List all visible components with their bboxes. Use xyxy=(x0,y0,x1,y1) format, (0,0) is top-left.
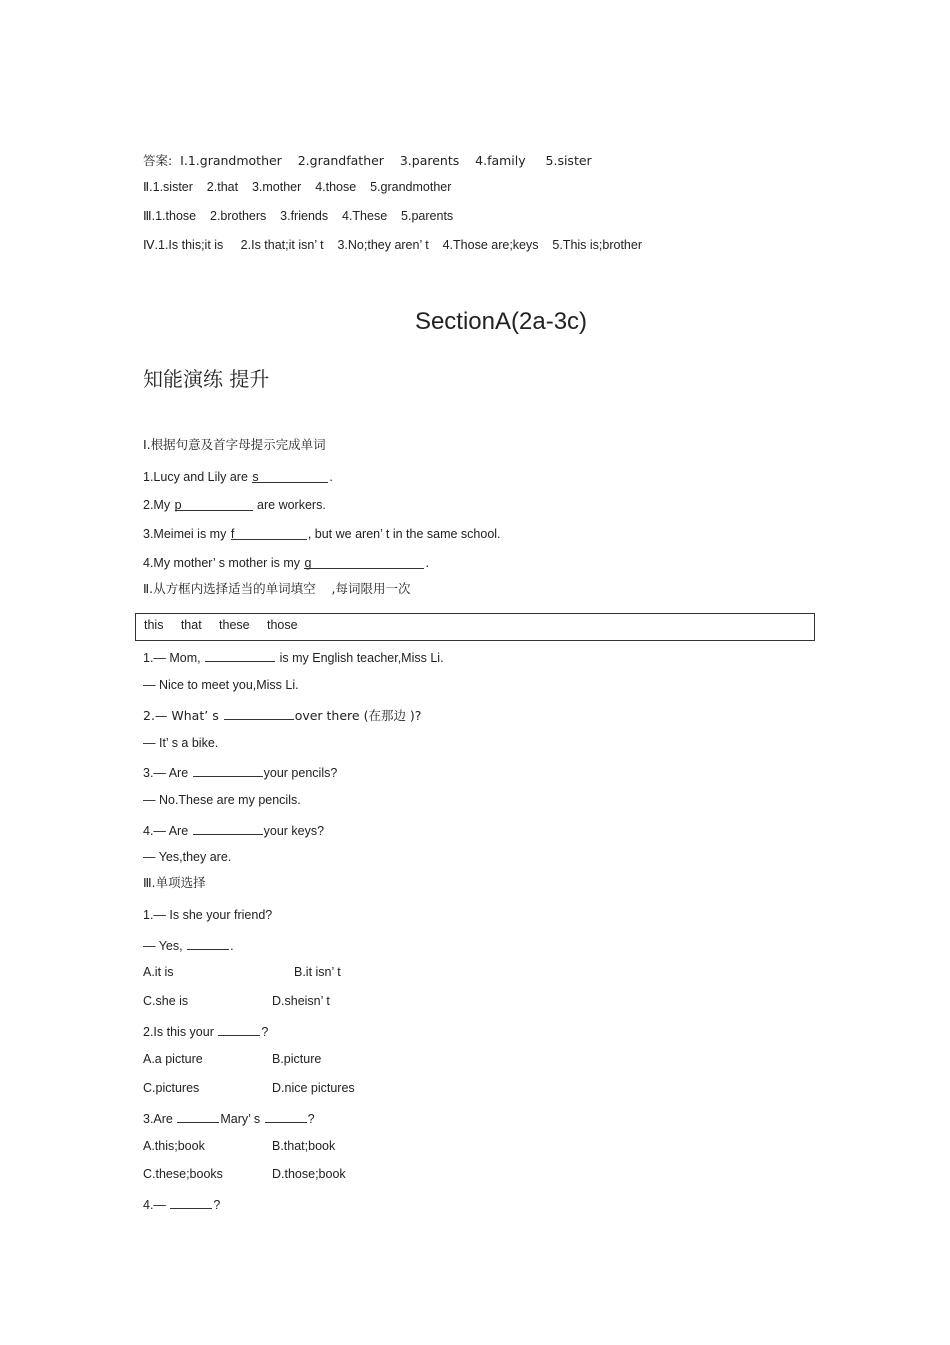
answer-blank[interactable] xyxy=(175,497,253,511)
option-c[interactable]: C.she is xyxy=(143,994,189,1008)
answer-blank[interactable] xyxy=(205,648,275,662)
option-d[interactable]: D.sheisn’ t xyxy=(272,994,330,1008)
q-text: over there (在那边 )? xyxy=(294,708,422,723)
part3-question-3 xyxy=(143,1109,315,1127)
answers-line-2: Ⅱ.1.sister 2.that 3.mother 4.those 5.grandmother xyxy=(143,180,452,194)
part3-question-2 xyxy=(143,1022,268,1040)
option-b[interactable]: B.that;book xyxy=(272,1139,336,1153)
answer-blank[interactable] xyxy=(252,469,328,483)
part3-heading: Ⅲ.单项选择 xyxy=(143,875,206,890)
word-box-text: this that these those xyxy=(144,618,298,632)
part2-question-1b: — Nice to meet you,Miss Li. xyxy=(143,678,299,692)
part1-heading: Ⅰ.根据句意及首字母提示完成单词 xyxy=(143,437,326,452)
answers-label: 答案: xyxy=(143,153,173,168)
answer-blank[interactable] xyxy=(193,821,263,835)
part2-question-4b: — Yes,they are. xyxy=(143,850,232,864)
q-text: Mary’ s xyxy=(220,1112,264,1126)
part2-question-2a xyxy=(143,706,421,724)
answers-line-4: Ⅳ.1.Is this;it is 2.Is that;it isn’ t 3.No;they aren’ t 4.Those are;keys 5.This is;brother xyxy=(143,238,642,252)
hint-letter: s xyxy=(252,470,259,484)
q-text: ? xyxy=(307,1112,315,1126)
part3-question-1b xyxy=(143,936,234,954)
hint-letter: g xyxy=(304,556,312,570)
part2-question-3b: — No.These are my pencils. xyxy=(143,793,301,807)
part2-question-3a xyxy=(143,763,337,781)
section-title: SectionA(2a-3c) xyxy=(414,308,588,335)
answers-line-3: Ⅲ.1.those 2.brothers 3.friends 4.These 5.parents xyxy=(143,209,454,223)
q-text: your pencils? xyxy=(263,766,338,780)
q-text: your keys? xyxy=(263,824,325,838)
hint-letter: f xyxy=(230,527,235,541)
q-text: — Yes, xyxy=(143,939,187,953)
q-text: 2.— What’ s xyxy=(143,708,223,723)
word-box xyxy=(135,613,815,641)
q-text: . xyxy=(329,470,333,484)
q-text: . xyxy=(425,556,429,570)
answer-blank[interactable] xyxy=(170,1195,212,1209)
q-text: 2.Is this your xyxy=(143,1025,218,1039)
answers-part1: Ⅰ.1.grandmother 2.grandfather 3.parents 4.family 5.sister xyxy=(180,153,592,168)
q-text: 4.— xyxy=(143,1198,170,1212)
q-text: ? xyxy=(213,1198,221,1212)
section-subtitle: 知能演练 提升 xyxy=(143,367,270,391)
option-c[interactable]: C.these;books xyxy=(143,1167,223,1181)
option-d[interactable]: D.those;book xyxy=(272,1167,346,1181)
part1-question-1 xyxy=(143,469,333,485)
hint-letter: p xyxy=(174,498,182,512)
option-a[interactable]: A.a picture xyxy=(143,1052,203,1066)
part2-question-4a xyxy=(143,821,324,839)
q-text: , but we aren’ t in the same school. xyxy=(307,527,501,541)
q-text: 1.— Mom, xyxy=(143,651,205,665)
q-text: 3.Meimei is my xyxy=(143,527,230,541)
answer-blank[interactable] xyxy=(177,1109,219,1123)
part3-question-4 xyxy=(143,1195,220,1213)
q-text: is my English teacher,Miss Li. xyxy=(276,651,444,665)
q-text: . xyxy=(230,939,234,953)
q-text: 1.Lucy and Lily are xyxy=(143,470,252,484)
option-b[interactable]: B.picture xyxy=(272,1052,322,1066)
part1-question-4 xyxy=(143,555,429,571)
part2-heading: Ⅱ.从方框内选择适当的单词填空 ,每词限用一次 xyxy=(143,581,411,596)
option-b[interactable]: B.it isn’ t xyxy=(294,965,341,979)
option-d[interactable]: D.nice pictures xyxy=(272,1081,355,1095)
q-text: 4.My mother’ s mother is my xyxy=(143,556,304,570)
q-text: are workers. xyxy=(253,498,326,512)
answer-blank[interactable] xyxy=(224,706,294,720)
part1-question-3 xyxy=(143,526,501,542)
answers-line-1 xyxy=(143,153,592,169)
q-text: 4.— Are xyxy=(143,824,192,838)
answer-blank[interactable] xyxy=(304,555,424,569)
answer-blank[interactable] xyxy=(218,1022,260,1036)
q-text: 3.Are xyxy=(143,1112,177,1126)
q-text: 3.— Are xyxy=(143,766,192,780)
answer-blank[interactable] xyxy=(193,763,263,777)
answer-blank[interactable] xyxy=(265,1109,307,1123)
part3-question-1a: 1.— Is she your friend? xyxy=(143,908,273,922)
answer-blank[interactable] xyxy=(187,936,229,950)
part1-question-2 xyxy=(143,497,326,513)
option-c[interactable]: C.pictures xyxy=(143,1081,200,1095)
option-a[interactable]: A.it is xyxy=(143,965,174,979)
option-a[interactable]: A.this;book xyxy=(143,1139,205,1153)
answer-blank[interactable] xyxy=(231,526,307,540)
part2-question-2b: — It’ s a bike. xyxy=(143,736,219,750)
q-text: ? xyxy=(261,1025,269,1039)
q-text: 2.My xyxy=(143,498,174,512)
part2-question-1a xyxy=(143,648,444,666)
